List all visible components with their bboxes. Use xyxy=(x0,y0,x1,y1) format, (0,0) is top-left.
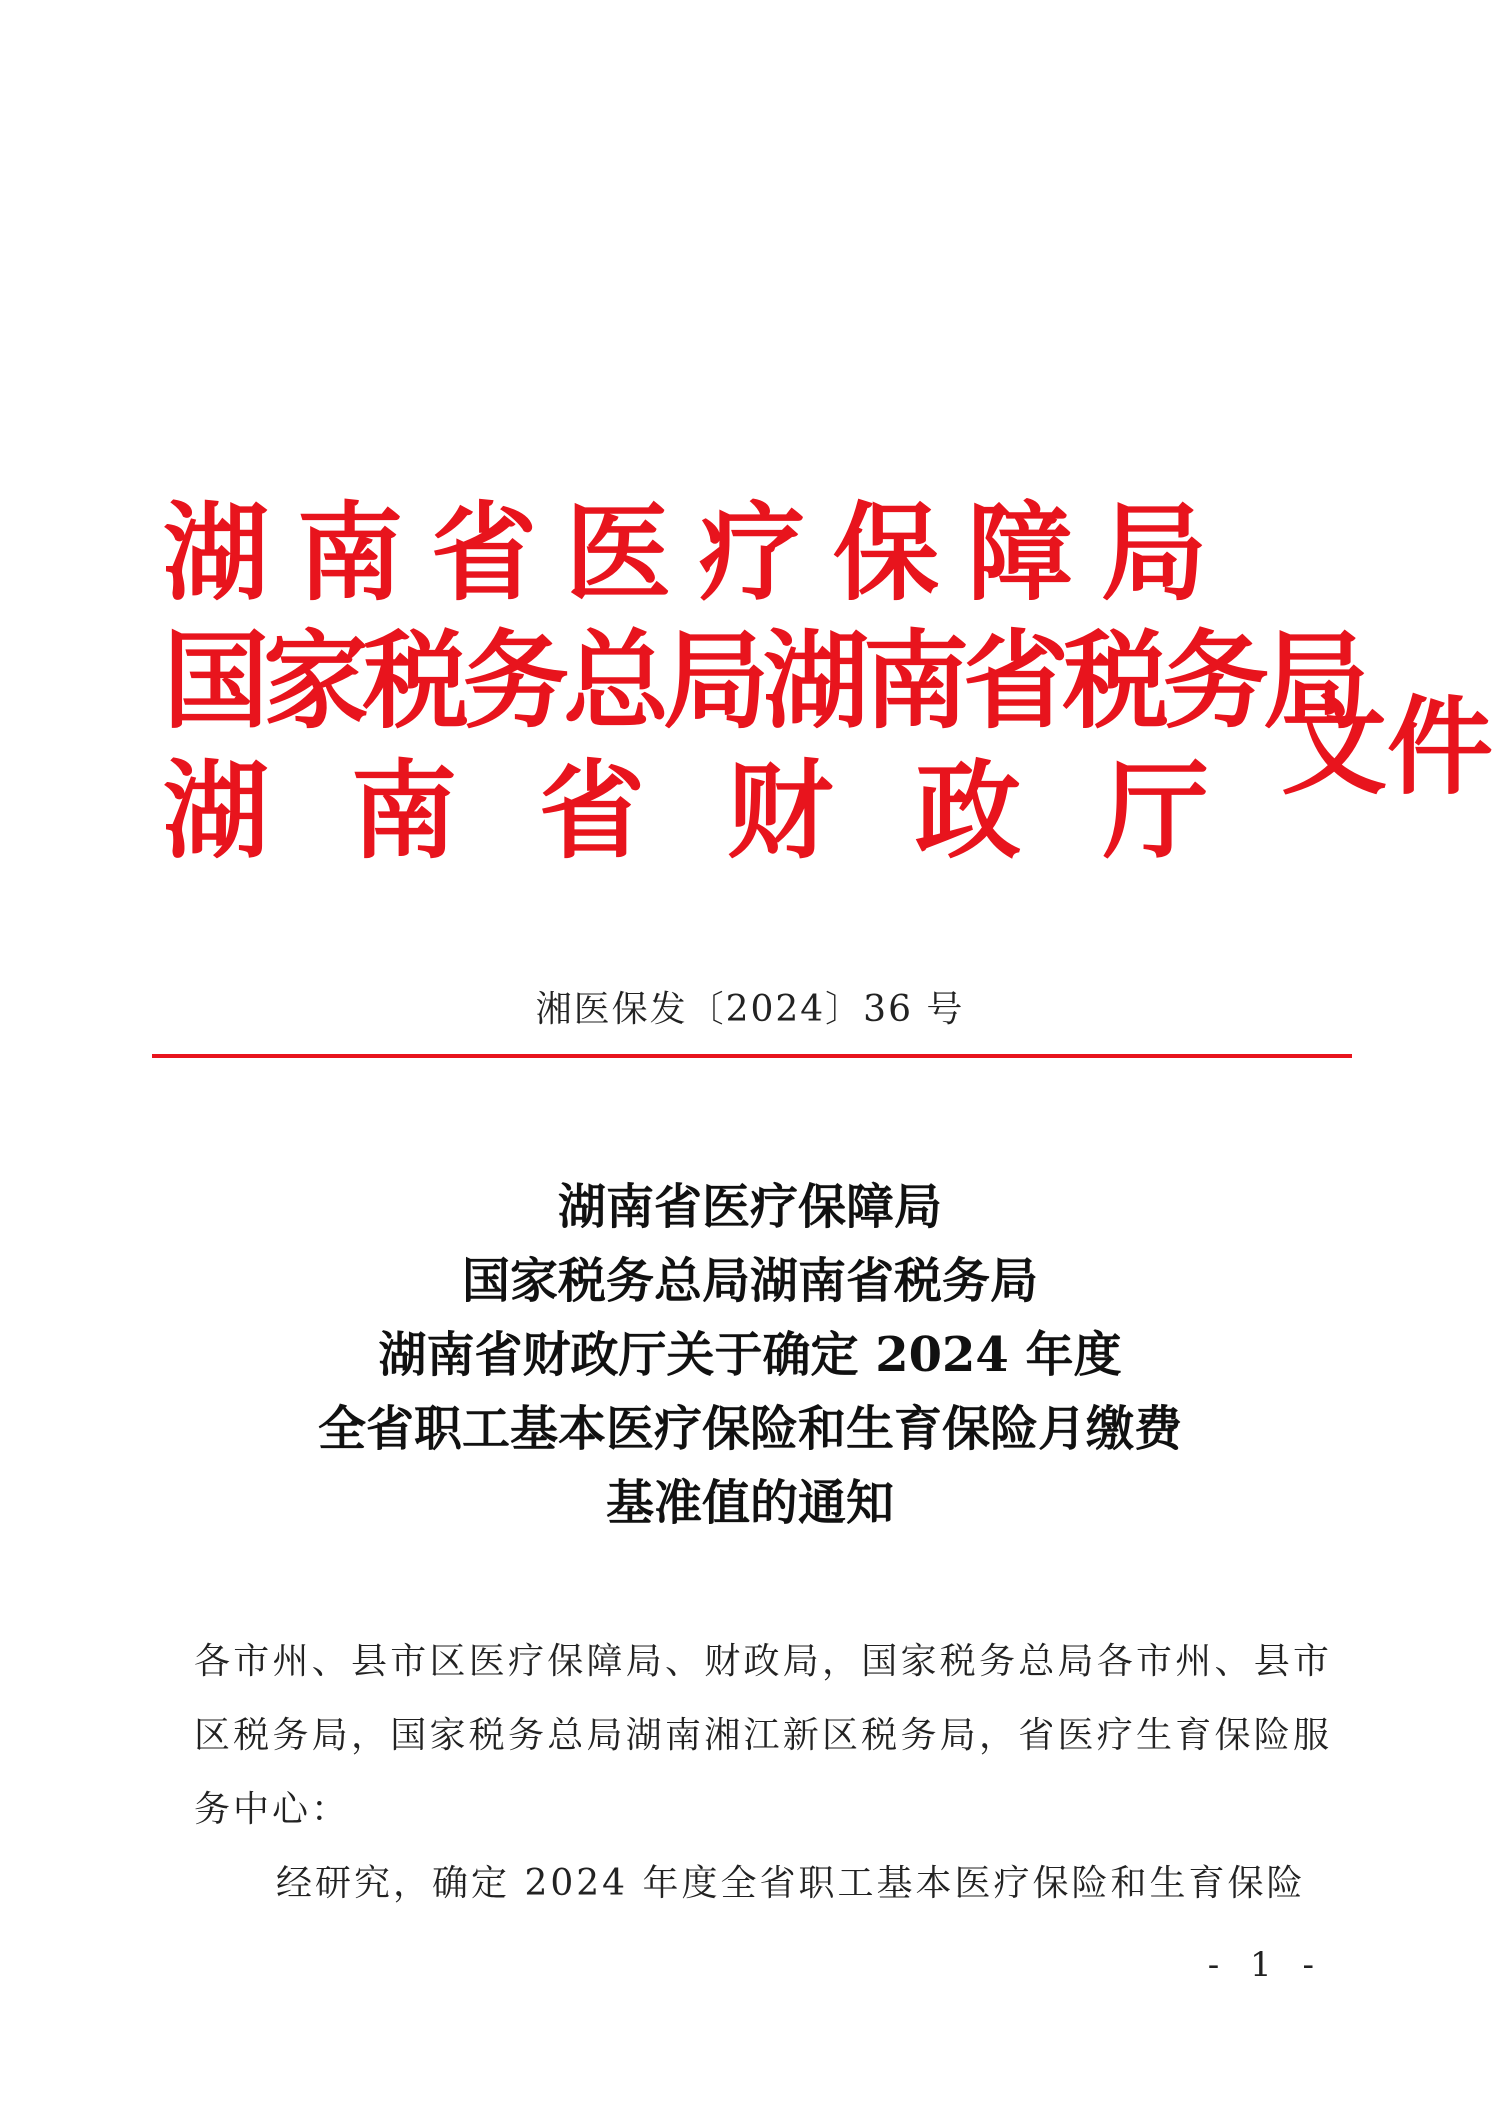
title-line: 全省职工基本医疗保险和生育保险月缴费 xyxy=(317,1401,1182,1457)
document-type-label: 文件 xyxy=(1281,684,1493,809)
page-number: - 1 - xyxy=(1207,1945,1324,1985)
document-body xyxy=(194,1625,1332,1921)
red-divider-line xyxy=(152,1054,1352,1058)
body-paragraph: 经研究，确定 2024 年度全省职工基本医疗保险和生育保险 xyxy=(276,1863,1306,1904)
issuer-line-medical-security-bureau: 湖南省医疗保障局 xyxy=(163,490,1235,615)
issuer-line-tax-bureau: 国家税务总局湖南省税务局 xyxy=(163,618,1363,743)
title-line: 国家税务总局湖南省税务局 xyxy=(461,1253,1038,1309)
issuer-line-finance-department: 湖南省财政厅 xyxy=(163,748,1291,873)
document-title xyxy=(0,1170,1500,1540)
recipients-paragraph: 各市州、县市区医疗保障局、财政局，国家税务总局各市州、县市区税务局，国家税务总局湖南湘江新区税务局，省医疗生育保险服务中心： xyxy=(194,1641,1332,1830)
title-line: 湖南省财政厅关于确定 2024 年度 xyxy=(378,1327,1122,1383)
title-line: 基准值的通知 xyxy=(605,1475,894,1531)
document-number: 湘医保发〔2024〕36 号 xyxy=(535,989,965,1030)
title-line: 湖南省医疗保障局 xyxy=(557,1179,942,1235)
